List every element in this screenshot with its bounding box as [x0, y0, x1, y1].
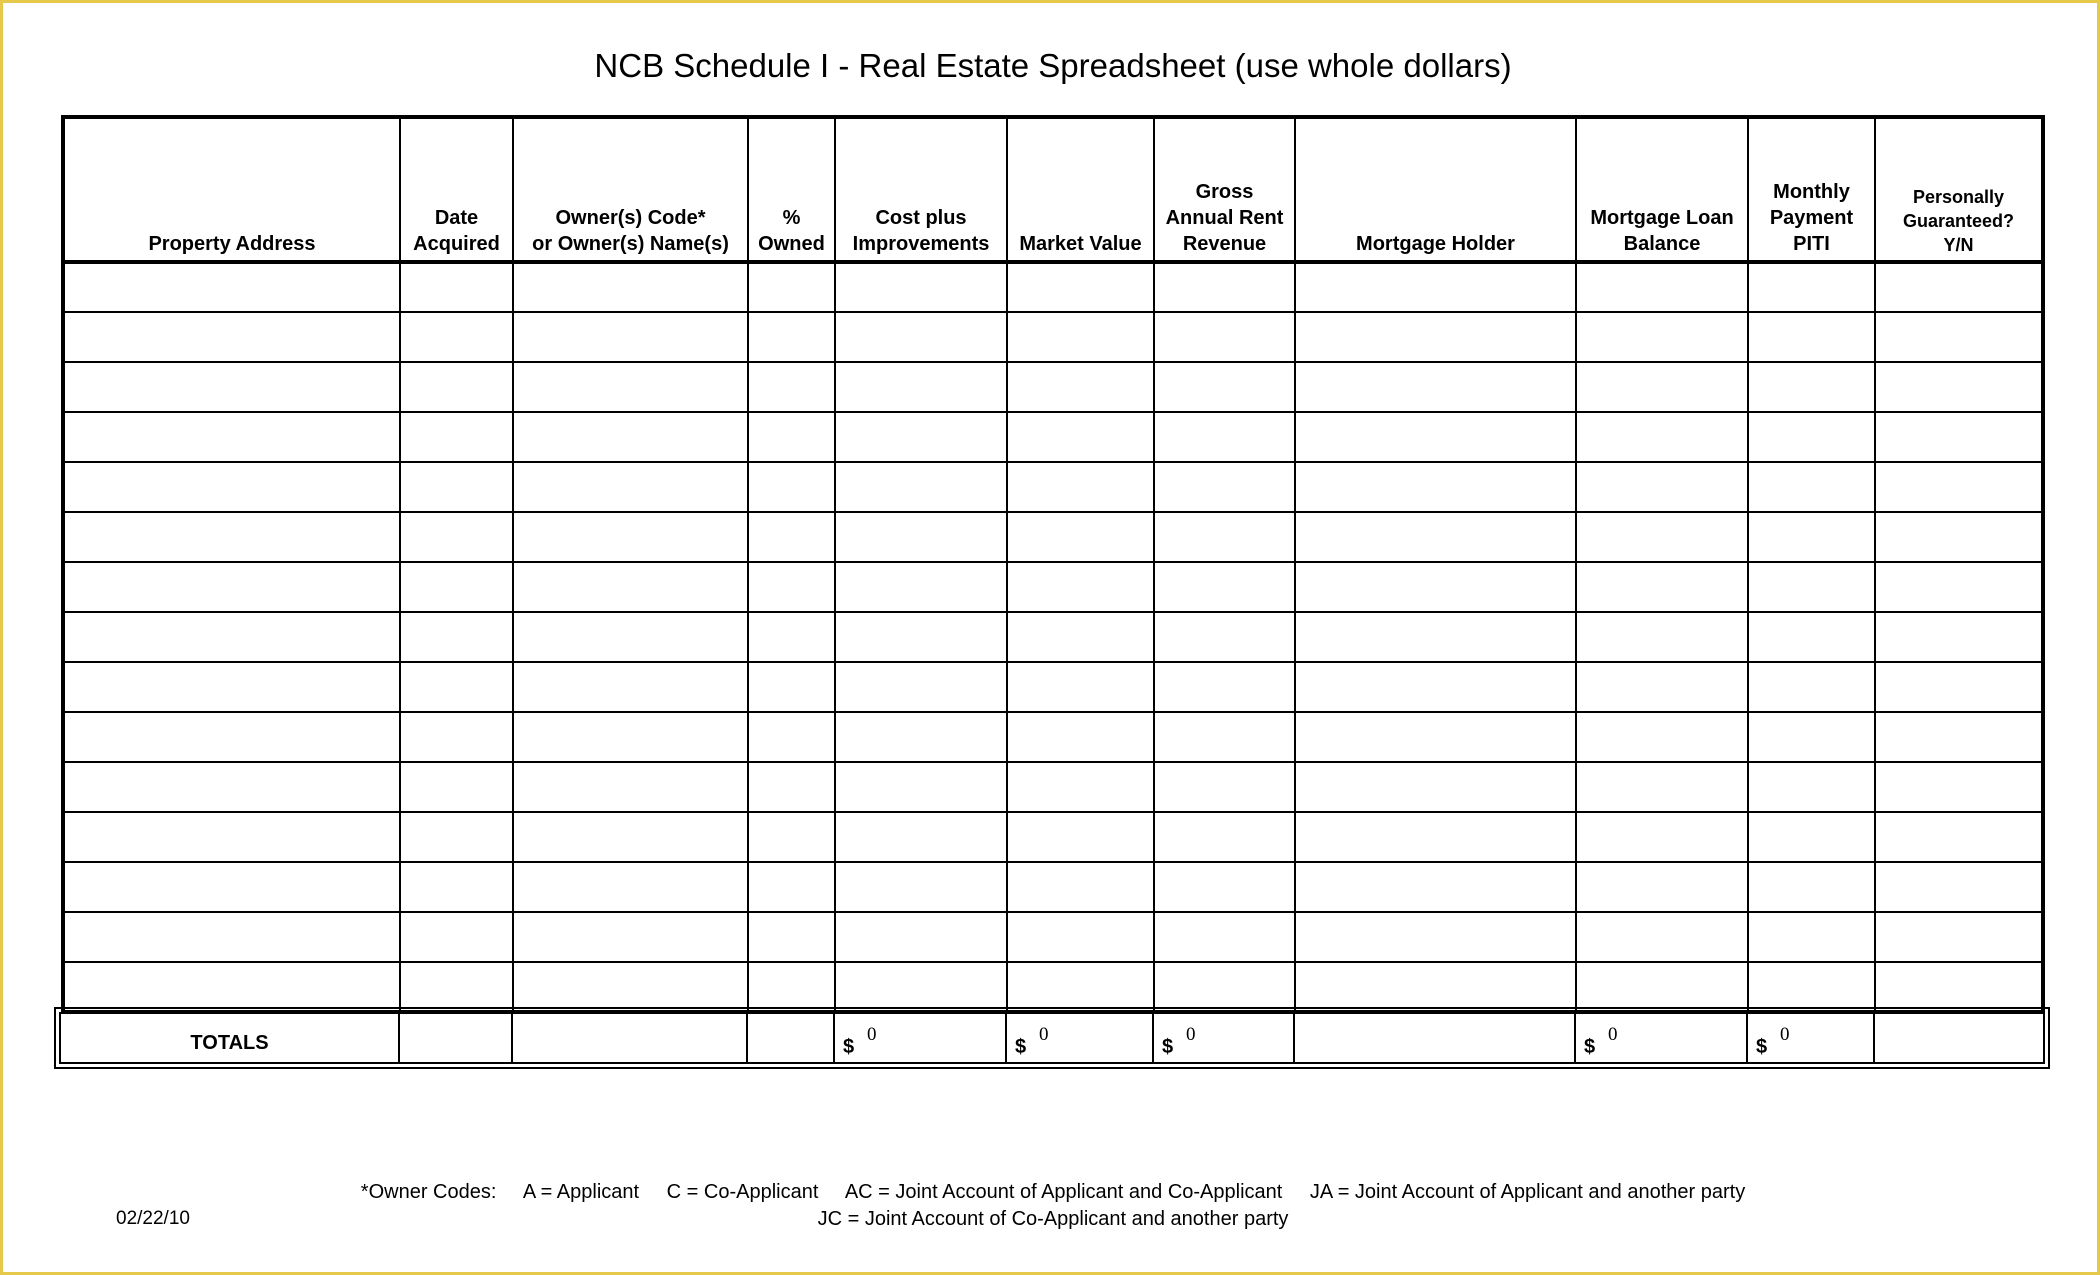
total-cost-value: 0	[867, 1024, 877, 1045]
cell-piti[interactable]	[1748, 662, 1875, 712]
code-joint-ac: AC = Joint Account of Applicant and Co-Applicant	[844, 1181, 1283, 1203]
cell-date[interactable]	[400, 412, 513, 462]
cell-balance[interactable]	[1576, 462, 1748, 512]
header-monthly-piti: Monthly Payment PITI	[1748, 117, 1875, 262]
header-loan-balance: Mortgage Loan Balance	[1576, 117, 1748, 262]
cell-guaranteed[interactable]	[1875, 562, 2043, 612]
cell-balance[interactable]	[1576, 762, 1748, 812]
cell-market[interactable]	[1007, 412, 1154, 462]
cell-rent[interactable]	[1154, 962, 1295, 1012]
cell-owner[interactable]	[513, 962, 748, 1012]
cell-balance[interactable]	[1576, 312, 1748, 362]
document-date: 02/22/10	[116, 1208, 190, 1229]
cell-rent[interactable]	[1154, 912, 1295, 962]
cell-owner[interactable]	[513, 562, 748, 612]
currency-symbol: $	[1756, 1036, 1768, 1058]
table-row	[63, 812, 2043, 862]
cell-owner[interactable]	[513, 712, 748, 762]
totals-row	[61, 1014, 2043, 1062]
totals-cell-pct[interactable]	[748, 1014, 835, 1062]
cell-pct[interactable]	[748, 562, 835, 612]
cell-cost[interactable]	[835, 562, 1007, 612]
cell-rent[interactable]	[1154, 562, 1295, 612]
cell-balance[interactable]	[1576, 712, 1748, 762]
total-balance-value: 0	[1608, 1024, 1618, 1045]
cell-balance[interactable]	[1576, 812, 1748, 862]
cell-market[interactable]	[1007, 262, 1154, 312]
cell-pct[interactable]	[748, 812, 835, 862]
cell-owner[interactable]	[513, 512, 748, 562]
header-owner-code: Owner(s) Code* or Owner(s) Name(s)	[513, 117, 748, 262]
cell-guaranteed[interactable]	[1875, 612, 2043, 662]
cell-date[interactable]	[400, 912, 513, 962]
cell-rent[interactable]	[1154, 362, 1295, 412]
totals-cell-rent[interactable]	[1154, 1014, 1295, 1062]
cell-balance[interactable]	[1576, 662, 1748, 712]
table-row	[63, 362, 2043, 412]
cell-balance[interactable]	[1576, 862, 1748, 912]
cell-pct[interactable]	[748, 962, 835, 1012]
totals-cell-balance[interactable]	[1576, 1014, 1748, 1062]
currency-symbol: $	[843, 1036, 855, 1058]
code-joint-ja: JA = Joint Account of Applicant and another party	[1309, 1181, 1746, 1203]
cell-rent[interactable]	[1154, 812, 1295, 862]
header-cost-improvements: Cost plus Improvements	[835, 117, 1007, 262]
total-piti-value: 0	[1780, 1024, 1790, 1045]
cell-date[interactable]	[400, 362, 513, 412]
cell-pct[interactable]	[748, 462, 835, 512]
cell-pct[interactable]	[748, 712, 835, 762]
cell-guaranteed[interactable]	[1875, 862, 2043, 912]
cell-cost[interactable]	[835, 312, 1007, 362]
cell-holder[interactable]	[1295, 912, 1576, 962]
cell-guaranteed[interactable]	[1875, 712, 2043, 762]
cell-rent[interactable]	[1154, 462, 1295, 512]
header-date-acquired: Date Acquired	[400, 117, 513, 262]
cell-address[interactable]	[63, 412, 400, 462]
cell-holder[interactable]	[1295, 312, 1576, 362]
cell-market[interactable]	[1007, 912, 1154, 962]
cell-balance[interactable]	[1576, 512, 1748, 562]
cell-piti[interactable]	[1748, 412, 1875, 462]
cell-rent[interactable]	[1154, 712, 1295, 762]
total-rent-value: 0	[1186, 1024, 1196, 1045]
cell-date[interactable]	[400, 712, 513, 762]
cell-piti[interactable]	[1748, 362, 1875, 412]
cell-cost[interactable]	[835, 762, 1007, 812]
cell-piti[interactable]	[1748, 512, 1875, 562]
totals-cell-cost[interactable]	[835, 1014, 1007, 1062]
cell-date[interactable]	[400, 762, 513, 812]
table-row	[63, 412, 2043, 462]
table-row	[63, 462, 2043, 512]
cell-piti[interactable]	[1748, 562, 1875, 612]
cell-date[interactable]	[400, 312, 513, 362]
cell-address[interactable]	[63, 762, 400, 812]
totals-cell-holder[interactable]	[1295, 1014, 1576, 1062]
cell-guaranteed[interactable]	[1875, 462, 2043, 512]
cell-guaranteed[interactable]	[1875, 262, 2043, 312]
cell-piti[interactable]	[1748, 462, 1875, 512]
cell-address[interactable]	[63, 962, 400, 1012]
cell-market[interactable]	[1007, 862, 1154, 912]
currency-symbol: $	[1162, 1036, 1174, 1058]
cell-address[interactable]	[63, 362, 400, 412]
table-row	[63, 512, 2043, 562]
cell-piti[interactable]	[1748, 612, 1875, 662]
table-row	[63, 862, 2043, 912]
cell-market[interactable]	[1007, 512, 1154, 562]
cell-cost[interactable]	[835, 712, 1007, 762]
header-percent-owned: % Owned	[748, 117, 835, 262]
cell-market[interactable]	[1007, 962, 1154, 1012]
totals-table	[59, 1012, 2045, 1064]
header-personally-guaranteed: Personally Guaranteed? Y/N	[1875, 117, 2043, 262]
cell-holder[interactable]	[1295, 812, 1576, 862]
code-applicant: A = Applicant	[522, 1181, 640, 1203]
cell-cost[interactable]	[835, 462, 1007, 512]
cell-balance[interactable]	[1576, 912, 1748, 962]
cell-rent[interactable]	[1154, 262, 1295, 312]
cell-owner[interactable]	[513, 462, 748, 512]
cell-guaranteed[interactable]	[1875, 812, 2043, 862]
cell-date[interactable]	[400, 862, 513, 912]
cell-date[interactable]	[400, 812, 513, 862]
cell-cost[interactable]	[835, 662, 1007, 712]
cell-holder[interactable]	[1295, 512, 1576, 562]
cell-market[interactable]	[1007, 612, 1154, 662]
cell-balance[interactable]	[1576, 962, 1748, 1012]
cell-holder[interactable]	[1295, 962, 1576, 1012]
cell-owner[interactable]	[513, 262, 748, 312]
cell-date[interactable]	[400, 512, 513, 562]
cell-piti[interactable]	[1748, 812, 1875, 862]
currency-symbol: $	[1015, 1036, 1027, 1058]
cell-date[interactable]	[400, 562, 513, 612]
cell-market[interactable]	[1007, 562, 1154, 612]
cell-address[interactable]	[63, 712, 400, 762]
cell-address[interactable]	[63, 912, 400, 962]
cell-owner[interactable]	[513, 662, 748, 712]
cell-guaranteed[interactable]	[1875, 362, 2043, 412]
cell-rent[interactable]	[1154, 862, 1295, 912]
cell-rent[interactable]	[1154, 512, 1295, 562]
cell-pct[interactable]	[748, 362, 835, 412]
cell-market[interactable]	[1007, 812, 1154, 862]
cell-cost[interactable]	[835, 512, 1007, 562]
cell-pct[interactable]	[748, 512, 835, 562]
cell-owner[interactable]	[513, 912, 748, 962]
cell-cost[interactable]	[835, 262, 1007, 312]
cell-holder[interactable]	[1295, 562, 1576, 612]
cell-address[interactable]	[63, 262, 400, 312]
table-row	[63, 662, 2043, 712]
cell-balance[interactable]	[1576, 612, 1748, 662]
cell-address[interactable]	[63, 312, 400, 362]
cell-holder[interactable]	[1295, 412, 1576, 462]
cell-cost[interactable]	[835, 412, 1007, 462]
cell-holder[interactable]	[1295, 712, 1576, 762]
cell-piti[interactable]	[1748, 312, 1875, 362]
totals-cell-guaranteed[interactable]	[1875, 1014, 2043, 1062]
cell-address[interactable]	[63, 812, 400, 862]
cell-guaranteed[interactable]	[1875, 962, 2043, 1012]
cell-date[interactable]	[400, 662, 513, 712]
cell-date[interactable]	[400, 462, 513, 512]
cell-owner[interactable]	[513, 862, 748, 912]
cell-holder[interactable]	[1295, 462, 1576, 512]
cell-cost[interactable]	[835, 612, 1007, 662]
totals-cell-owner[interactable]	[513, 1014, 748, 1062]
cell-piti[interactable]	[1748, 262, 1875, 312]
cell-date[interactable]	[400, 612, 513, 662]
cell-piti[interactable]	[1748, 712, 1875, 762]
table-row	[63, 312, 2043, 362]
totals-cell-market[interactable]	[1007, 1014, 1154, 1062]
owner-codes-footnote	[3, 1179, 2100, 1233]
cell-rent[interactable]	[1154, 412, 1295, 462]
cell-piti[interactable]	[1748, 762, 1875, 812]
cell-pct[interactable]	[748, 612, 835, 662]
totals-label: TOTALS	[61, 1014, 400, 1062]
cell-owner[interactable]	[513, 362, 748, 412]
cell-address[interactable]	[63, 512, 400, 562]
cell-owner[interactable]	[513, 612, 748, 662]
cell-owner[interactable]	[513, 812, 748, 862]
cell-pct[interactable]	[748, 312, 835, 362]
header-gross-rent: Gross Annual Rent Revenue	[1154, 117, 1295, 262]
cell-balance[interactable]	[1576, 412, 1748, 462]
table-row	[63, 562, 2043, 612]
cell-market[interactable]	[1007, 362, 1154, 412]
cell-holder[interactable]	[1295, 262, 1576, 312]
cell-market[interactable]	[1007, 462, 1154, 512]
currency-symbol: $	[1584, 1036, 1596, 1058]
cell-date[interactable]	[400, 962, 513, 1012]
cell-cost[interactable]	[835, 362, 1007, 412]
header-property-address: Property Address	[63, 117, 400, 262]
cell-pct[interactable]	[748, 662, 835, 712]
cell-holder[interactable]	[1295, 862, 1576, 912]
cell-owner[interactable]	[513, 762, 748, 812]
table-row	[63, 762, 2043, 812]
cell-guaranteed[interactable]	[1875, 912, 2043, 962]
cell-balance[interactable]	[1576, 262, 1748, 312]
cell-pct[interactable]	[748, 262, 835, 312]
code-co-applicant: C = Co-Applicant	[666, 1181, 819, 1203]
cell-address[interactable]	[63, 462, 400, 512]
totals-cell-date[interactable]	[400, 1014, 513, 1062]
cell-piti[interactable]	[1748, 862, 1875, 912]
totals-cell-piti[interactable]	[1748, 1014, 1875, 1062]
cell-pct[interactable]	[748, 762, 835, 812]
cell-guaranteed[interactable]	[1875, 762, 2043, 812]
cell-holder[interactable]	[1295, 362, 1576, 412]
cell-market[interactable]	[1007, 762, 1154, 812]
table-row	[63, 262, 2043, 312]
header-mortgage-holder: Mortgage Holder	[1295, 117, 1576, 262]
header-market-value: Market Value	[1007, 117, 1154, 262]
cell-rent[interactable]	[1154, 312, 1295, 362]
cell-address[interactable]	[63, 862, 400, 912]
total-market-value: 0	[1039, 1024, 1049, 1045]
cell-holder[interactable]	[1295, 762, 1576, 812]
cell-pct[interactable]	[748, 912, 835, 962]
cell-guaranteed[interactable]	[1875, 662, 2043, 712]
cell-cost[interactable]	[835, 912, 1007, 962]
cell-guaranteed[interactable]	[1875, 512, 2043, 562]
cell-pct[interactable]	[748, 412, 835, 462]
cell-market[interactable]	[1007, 312, 1154, 362]
cell-guaranteed[interactable]	[1875, 312, 2043, 362]
cell-rent[interactable]	[1154, 662, 1295, 712]
cell-holder[interactable]	[1295, 662, 1576, 712]
real-estate-table	[61, 115, 2045, 1014]
cell-balance[interactable]	[1576, 362, 1748, 412]
page-title: NCB Schedule I - Real Estate Spreadsheet (use whole dollars)	[594, 47, 1512, 84]
cell-pct[interactable]	[748, 862, 835, 912]
cell-date[interactable]	[400, 262, 513, 312]
cell-holder[interactable]	[1295, 612, 1576, 662]
table-row	[63, 712, 2043, 762]
cell-rent[interactable]	[1154, 612, 1295, 662]
cell-cost[interactable]	[835, 812, 1007, 862]
cell-cost[interactable]	[835, 862, 1007, 912]
cell-owner[interactable]	[513, 312, 748, 362]
cell-market[interactable]	[1007, 662, 1154, 712]
cell-owner[interactable]	[513, 412, 748, 462]
cell-address[interactable]	[63, 662, 400, 712]
cell-piti[interactable]	[1748, 912, 1875, 962]
cell-piti[interactable]	[1748, 962, 1875, 1012]
header-row	[63, 117, 2043, 262]
footnote-line-2: JC = Joint Account of Co-Applicant and another party	[817, 1208, 1289, 1230]
cell-rent[interactable]	[1154, 762, 1295, 812]
cell-address[interactable]	[63, 612, 400, 662]
table-row	[63, 612, 2043, 662]
cell-balance[interactable]	[1576, 562, 1748, 612]
cell-cost[interactable]	[835, 962, 1007, 1012]
cell-guaranteed[interactable]	[1875, 412, 2043, 462]
cell-market[interactable]	[1007, 712, 1154, 762]
table-row	[63, 912, 2043, 962]
cell-address[interactable]	[63, 562, 400, 612]
table-row	[63, 962, 2043, 1012]
footnote-line-1	[3, 1179, 2100, 1206]
footnote-prefix: *Owner Codes:	[360, 1181, 497, 1203]
